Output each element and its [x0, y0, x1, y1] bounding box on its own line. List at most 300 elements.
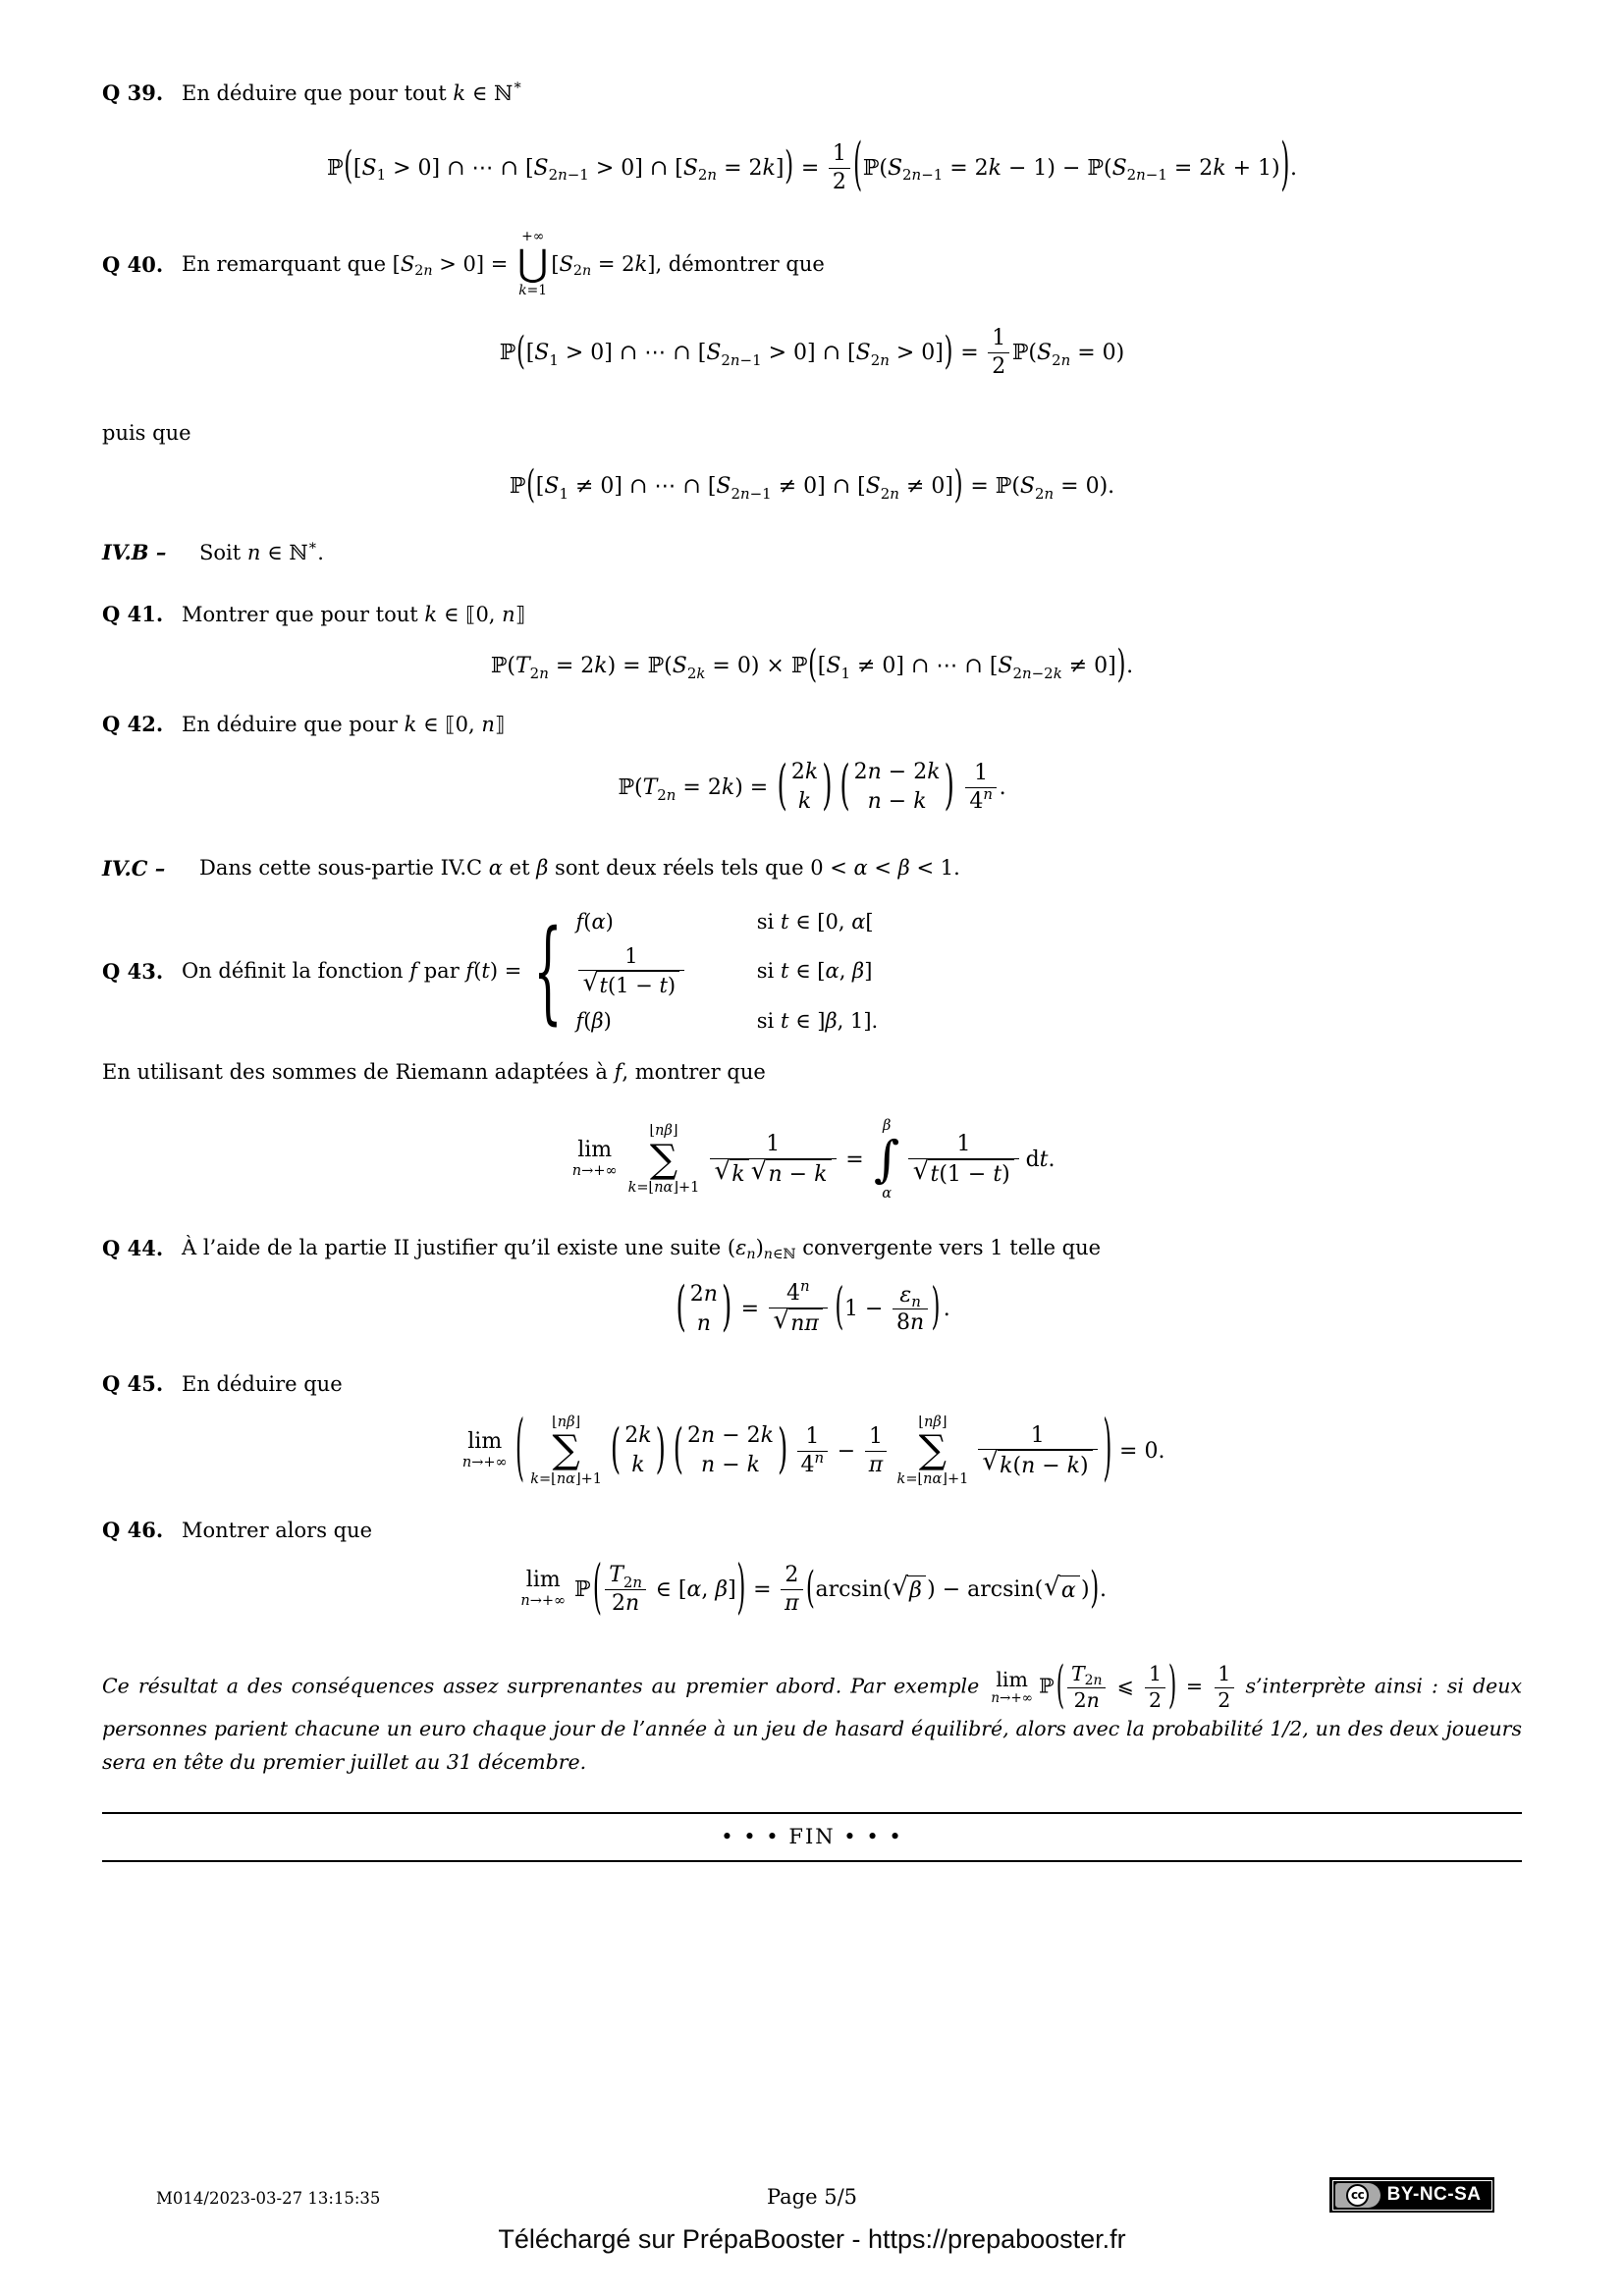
question-39-text — [182, 78, 522, 105]
math-mt: 1 − — [844, 1297, 891, 1322]
math-mt: = 0) — [1070, 340, 1125, 365]
math-mt: . — [943, 1297, 950, 1322]
math-bcol — [684, 1421, 778, 1479]
math-mt: k=⌊nα⌋+1 — [627, 1180, 700, 1197]
math-mt: T — [1070, 1662, 1085, 1686]
math-bdel: ( — [676, 1276, 686, 1339]
math-mdel: ) — [1090, 1564, 1100, 1613]
math-fnum — [953, 1131, 975, 1158]
math-mr: si — [756, 909, 781, 934]
math-mr: Dans cette sous-partie IV.C — [199, 856, 489, 881]
math-frac — [829, 140, 850, 195]
math-mr: Montrer que pour tout — [182, 602, 425, 626]
question-44 — [102, 1235, 1522, 1263]
math-sqrt — [1044, 1575, 1080, 1603]
math-msub — [414, 263, 432, 279]
math-sqrt — [912, 1155, 1014, 1189]
math-msub — [1052, 351, 1070, 369]
question-40-number: Q 40. — [102, 251, 164, 277]
math-msub — [1012, 665, 1061, 682]
cc-logo — [1335, 2183, 1380, 2208]
section-ivb — [102, 537, 1522, 565]
math-mt: 1 — [832, 141, 846, 166]
math-fden — [965, 784, 997, 816]
math-msup — [815, 1449, 825, 1468]
math-opchar: lim — [525, 1567, 561, 1592]
math-mt: 1 — [992, 326, 1006, 351]
math-mr: Soit — [199, 540, 247, 564]
math-mt: = — [733, 1297, 766, 1322]
math-mt: 2n — [689, 1281, 718, 1307]
math-opchar: lim — [467, 1428, 503, 1454]
math-mt: 2k — [790, 760, 819, 785]
math-radc — [928, 1159, 1014, 1189]
math-mr: d — [1025, 1147, 1040, 1172]
math-mt: ) — [1080, 1576, 1090, 1602]
math-mt: 1 — [624, 944, 638, 969]
question-42 — [102, 712, 1522, 736]
math-mt: = — [1176, 1674, 1213, 1698]
math-bdel: ) — [722, 1276, 732, 1339]
math-mr: On définit la fonction — [182, 959, 410, 984]
math-mt: n − k — [768, 1162, 828, 1188]
math-mt: 1 — [766, 1132, 781, 1157]
math-mr: . — [317, 540, 324, 564]
math-mt: ℙ — [499, 340, 516, 365]
math-mt: α — [488, 856, 503, 881]
math-mt: k — [731, 1162, 745, 1188]
math-fnum — [865, 1423, 887, 1451]
question-39-number: Q 39. — [102, 80, 164, 105]
math-msup — [983, 785, 993, 804]
math-mt: ∗ — [513, 78, 522, 94]
math-brow — [798, 787, 811, 817]
math-mt: = 0. — [1112, 1438, 1165, 1464]
math-oplim — [462, 1454, 508, 1471]
math-mt: 2n — [870, 350, 890, 369]
math-mt: f(β) — [575, 1008, 612, 1033]
math-mt: − — [830, 1438, 863, 1464]
section-ivb-text — [199, 537, 324, 564]
math-mt: = — [793, 155, 827, 181]
math-mt: f — [614, 1059, 623, 1084]
math-msub — [1035, 485, 1054, 503]
math-frac — [769, 1277, 828, 1338]
question-40-text — [182, 229, 825, 299]
math-sqrt — [714, 1155, 749, 1189]
math-mt: n→+∞ — [520, 1593, 567, 1610]
math-fden — [908, 1155, 1019, 1189]
math-mr: ∈ ⟦0, — [416, 712, 482, 736]
math-bcol — [850, 758, 944, 816]
math-oplim — [520, 1592, 566, 1610]
math-mt: 1 — [974, 761, 989, 786]
math-mt: n — [800, 1277, 810, 1296]
math-bdel: ) — [822, 754, 833, 818]
math-mr: ∈ ℕ — [465, 80, 514, 105]
question-46 — [102, 1518, 1522, 1542]
math-mt: k — [404, 712, 417, 736]
math-mt: β — [909, 1577, 922, 1603]
math-mt: ∗ — [307, 537, 318, 554]
math-bcol — [686, 1280, 721, 1338]
math-brow — [791, 758, 818, 787]
math-fden — [829, 169, 850, 196]
math-binom — [673, 1417, 788, 1481]
question-44-number: Q 44. — [102, 1235, 164, 1260]
math-mt: = 0) × ℙ — [705, 654, 808, 679]
math-mt: 2n−1 — [548, 166, 589, 185]
math-bdel: ) — [778, 1417, 788, 1481]
math-sqrt — [982, 1447, 1093, 1479]
math-bcol — [787, 758, 821, 816]
math-mt: 1 — [805, 1424, 820, 1450]
math-ccell — [576, 910, 614, 934]
math-cbrace: { — [533, 905, 563, 1037]
math-mt: f — [409, 959, 418, 984]
math-msup — [308, 538, 318, 554]
math-mt: β — [882, 1117, 892, 1134]
math-mt: ≠ 0] — [1061, 654, 1116, 679]
question-41-text — [182, 603, 525, 626]
question-45-text — [182, 1372, 343, 1396]
math-mt: ℙ(S — [862, 155, 903, 181]
math-msup — [800, 1277, 810, 1296]
math-mt: ≠ 0] ∩ ⋯ ∩ [S — [568, 474, 731, 500]
math-sqrt — [582, 967, 680, 999]
math-mt: . — [999, 774, 1006, 800]
math-mt: ≠ 0] ∩ ⋯ ∩ [S — [849, 654, 1013, 679]
math-mt: π — [785, 1590, 799, 1616]
section-ivc — [102, 856, 1522, 881]
math-frac — [893, 1282, 928, 1337]
math-opchar: ⋃ — [517, 241, 549, 286]
equation-44 — [102, 1276, 1522, 1339]
math-mr: arcsin( — [967, 1576, 1044, 1602]
math-mdel: ) — [944, 330, 953, 374]
page-footer — [102, 2177, 1522, 2216]
math-mt: 1 — [376, 166, 387, 185]
math-mt: 2n — [880, 485, 899, 504]
math-msub — [1127, 166, 1167, 184]
math-mt: n — [502, 602, 515, 626]
math-binom — [777, 754, 833, 818]
math-mt: k — [453, 80, 466, 105]
math-mr: ∈ ℕ — [260, 540, 308, 564]
math-oplim — [518, 283, 547, 299]
math-mt: +∞ — [521, 229, 545, 244]
math-bdel: ( — [777, 754, 787, 818]
math-opchar: ∑ — [918, 1427, 947, 1473]
math-mr: si — [756, 1008, 781, 1033]
math-ccell — [757, 910, 874, 934]
math-mt: ε — [899, 1282, 912, 1308]
math-mdel: ( — [592, 1554, 602, 1622]
math-mdel: ) — [1167, 1657, 1177, 1717]
math-mt: [S — [392, 252, 415, 277]
math-mt: [S — [352, 155, 377, 181]
math-brow — [854, 758, 941, 787]
math-mt: [S — [817, 654, 841, 679]
math-radc — [998, 1450, 1093, 1479]
math-mt: n — [746, 1247, 756, 1263]
math-mt: = 2k] — [591, 252, 656, 277]
math-mt: n∈ℕ — [763, 1247, 796, 1263]
math-msub — [530, 665, 549, 682]
math-mr: convergente vers 1 telle que — [795, 1236, 1102, 1260]
math-mt: 2n−1 — [1126, 166, 1167, 185]
math-rad: √ — [714, 1155, 731, 1186]
math-mt: = 2k) = — [676, 774, 776, 800]
math-opchar: lim — [996, 1667, 1028, 1691]
math-mt: . — [1126, 654, 1134, 679]
math-mt: [S — [551, 252, 573, 277]
math-bdel: ) — [944, 754, 954, 818]
math-mt: ℙ — [573, 1576, 591, 1602]
math-mt: > 0] = — [432, 252, 515, 277]
math-mt: ℙ(T — [618, 774, 658, 800]
math-mop — [517, 229, 548, 299]
math-mdel: ( — [808, 643, 818, 688]
math-radc — [788, 1308, 823, 1338]
math-mr: En déduire que — [182, 1371, 343, 1396]
math-mt: 2 — [785, 1563, 799, 1588]
math-mt: 2 — [1149, 1687, 1163, 1712]
math-mt: ℙ — [1039, 1674, 1055, 1698]
math-msup — [513, 78, 522, 93]
math-fden — [893, 1309, 928, 1337]
math-mt: = — [746, 1576, 779, 1602]
document-id: M014/2023-03-27 13:15:35 — [156, 2189, 381, 2208]
math-msub — [731, 485, 771, 503]
math-msub — [573, 263, 591, 279]
math-brow — [631, 1451, 644, 1480]
math-mt: β — [536, 856, 549, 881]
math-mt: ⌊nβ⌋ — [649, 1123, 678, 1140]
math-mt: ⌊nβ⌋ — [552, 1415, 581, 1431]
math-opchar: ∑ — [552, 1427, 580, 1473]
question-46-text — [182, 1519, 372, 1542]
math-fden — [769, 1305, 828, 1338]
math-mt: = 2k + 1) — [1166, 155, 1280, 181]
math-mdel: ( — [344, 144, 353, 189]
math-mt: t ∈ ]β, 1]. — [780, 1008, 879, 1033]
math-binom — [839, 754, 955, 818]
math-msub — [657, 786, 676, 804]
math-rad: √ — [982, 1447, 999, 1477]
math-mt: = 2k] — [717, 155, 785, 181]
math-msub — [746, 1247, 755, 1262]
question-43-text — [182, 905, 879, 1037]
math-fden — [710, 1155, 837, 1189]
math-mt: 2k — [686, 665, 706, 683]
math-fnum — [1145, 1662, 1164, 1687]
math-opchar: ∫ — [874, 1130, 900, 1189]
question-42-text — [182, 713, 505, 736]
math-mt: . — [1290, 155, 1298, 181]
math-fnum — [762, 1131, 784, 1158]
math-fnum — [1067, 1662, 1106, 1687]
math-msub — [764, 1247, 796, 1262]
math-mt: = ℙ(S — [963, 474, 1035, 500]
math-rad: √ — [773, 1305, 789, 1335]
math-frac — [988, 325, 1009, 380]
math-sqrt — [892, 1575, 926, 1603]
math-mr: arcsin( — [815, 1576, 892, 1602]
math-fden — [608, 1590, 643, 1618]
math-mt: k=1 — [518, 283, 548, 299]
math-mt: f(t) = — [465, 959, 528, 984]
fin-label: • • • FIN • • • — [721, 1824, 903, 1848]
math-bcol — [622, 1421, 655, 1479]
download-banner: Téléchargé sur PrépaBooster - https://prepabooster.fr — [498, 2224, 1126, 2254]
cc-license-label: BY-NC-SA — [1386, 2184, 1482, 2205]
math-bdel: ) — [655, 1417, 666, 1481]
equation-41 — [102, 643, 1522, 688]
math-fnum — [1215, 1662, 1234, 1687]
math-mt: 1 — [956, 1132, 971, 1157]
question-45 — [102, 1371, 1522, 1396]
question-41-number: Q 41. — [102, 602, 164, 627]
math-mt: = — [953, 340, 986, 365]
math-mt: > 0] ∩ ⋯ ∩ [S — [558, 340, 722, 365]
math-mt: ⌊nβ⌋ — [918, 1415, 947, 1431]
math-msub — [549, 166, 589, 184]
math-brow — [687, 1421, 774, 1451]
math-oplim — [882, 1185, 892, 1202]
math-mt: k — [424, 602, 438, 626]
math-fnum — [895, 1282, 924, 1309]
math-mop — [897, 1414, 969, 1488]
math-mt: ℙ — [326, 155, 344, 181]
math-mt: 2 — [992, 353, 1006, 379]
math-mt: k — [797, 789, 812, 815]
math-mt: > 0] ∩ [S — [761, 340, 871, 365]
math-mt: 0 < α < β < 1 — [810, 856, 954, 881]
question-46-number: Q 46. — [102, 1518, 164, 1543]
math-mt: 1 — [1218, 1662, 1231, 1686]
math-mr: En déduire que pour tout — [182, 80, 454, 105]
math-mt: n→+∞ — [461, 1455, 508, 1471]
math-mt: 1 — [840, 665, 850, 683]
math-mdel: ( — [515, 330, 525, 374]
math-mdel: ( — [835, 1279, 844, 1336]
math-mt: 2n — [697, 166, 718, 185]
math-fden — [1070, 1688, 1104, 1714]
math-mr: ⟧ — [514, 602, 526, 626]
math-radc — [1059, 1575, 1080, 1603]
math-brow — [697, 1309, 711, 1339]
math-mt: n — [696, 1310, 711, 1336]
math-mt: t. — [1039, 1147, 1056, 1172]
math-msub — [871, 351, 890, 369]
math-oplim — [530, 1470, 602, 1488]
math-mt: 1 — [559, 485, 568, 504]
math-mi: Ce résultat a des conséquences assez surprenantes au premier abord. Par exemple — [102, 1674, 989, 1698]
math-mt: 2n — [657, 785, 677, 804]
math-mop — [572, 1139, 618, 1180]
math-binom — [610, 1417, 666, 1481]
math-mr: par — [417, 959, 466, 984]
equation-43 — [102, 1117, 1522, 1202]
math-frac — [1067, 1662, 1106, 1713]
math-mr: , démontrer que — [655, 252, 825, 277]
math-msub — [1085, 1673, 1103, 1689]
math-fden — [781, 1590, 802, 1618]
math-mop — [530, 1414, 602, 1488]
math-oplim — [572, 1162, 618, 1180]
math-rad: √ — [892, 1573, 908, 1603]
math-mt: [S — [535, 474, 560, 500]
math-frac — [978, 1422, 1098, 1480]
math-mt: n→+∞ — [991, 1690, 1033, 1707]
math-bdel: ( — [673, 1417, 684, 1481]
math-mdel: ( — [805, 1564, 815, 1613]
question-43 — [102, 905, 1522, 1037]
question-39 — [102, 80, 1522, 105]
math-mt: 2n — [414, 263, 433, 280]
fin-separator — [102, 1812, 1522, 1862]
section-ivb-label: IV.B – — [102, 540, 167, 565]
question-41 — [102, 602, 1522, 626]
math-mt: ) − — [927, 1576, 968, 1602]
math-mt: 2n−1 — [902, 166, 944, 185]
math-mt: n — [983, 784, 993, 803]
math-mt: 2n — [612, 1590, 640, 1616]
math-mt: = — [839, 1147, 871, 1172]
connector-text: puis que — [102, 421, 191, 446]
math-mt: 2n — [1084, 1673, 1103, 1689]
math-frac — [865, 1423, 887, 1478]
math-oplim — [991, 1690, 1033, 1707]
math-msub — [377, 166, 387, 184]
math-mt: ε — [735, 1236, 747, 1260]
math-mt: π — [868, 1452, 884, 1477]
math-mdel: ) — [785, 144, 794, 189]
math-msub — [549, 351, 559, 369]
math-mt: 2 — [832, 169, 846, 194]
math-mr: sont deux réels tels que — [548, 856, 811, 881]
math-sqrt — [750, 1155, 832, 1189]
math-msub — [559, 485, 568, 503]
question-43-note — [102, 1060, 1522, 1084]
math-mdel: ) — [1103, 1408, 1112, 1491]
math-mt: 2n — [1052, 350, 1071, 369]
math-mt: 2n — [1073, 1687, 1100, 1712]
math-mt: 2n — [1034, 485, 1055, 504]
math-mr: si — [756, 959, 781, 984]
math-rad: √ — [912, 1155, 930, 1186]
question-45-number: Q 45. — [102, 1371, 164, 1397]
math-cases — [533, 905, 879, 1037]
math-mr: En remarquant que — [182, 252, 393, 277]
math-mdel: ( — [526, 463, 536, 508]
math-fnum — [988, 325, 1009, 352]
math-mr: À l’aide de la partie II justifier qu’il existe une suite ( — [182, 1236, 736, 1260]
math-mt: ≠ 0] ∩ [S — [771, 474, 881, 500]
math-frac — [605, 1562, 646, 1617]
math-fnum — [783, 1277, 814, 1308]
math-mt: 4 — [969, 788, 984, 814]
math-msub — [687, 665, 706, 682]
math-mt: > 0] ∩ [S — [588, 155, 698, 181]
math-fnum — [829, 140, 850, 168]
math-msub — [721, 351, 761, 369]
math-mt: 2n — [623, 1573, 643, 1591]
math-mdel: ( — [515, 1408, 525, 1491]
math-fnum — [781, 1562, 802, 1589]
math-mr: En utilisant des sommes de Riemann adaptées à — [102, 1059, 615, 1084]
